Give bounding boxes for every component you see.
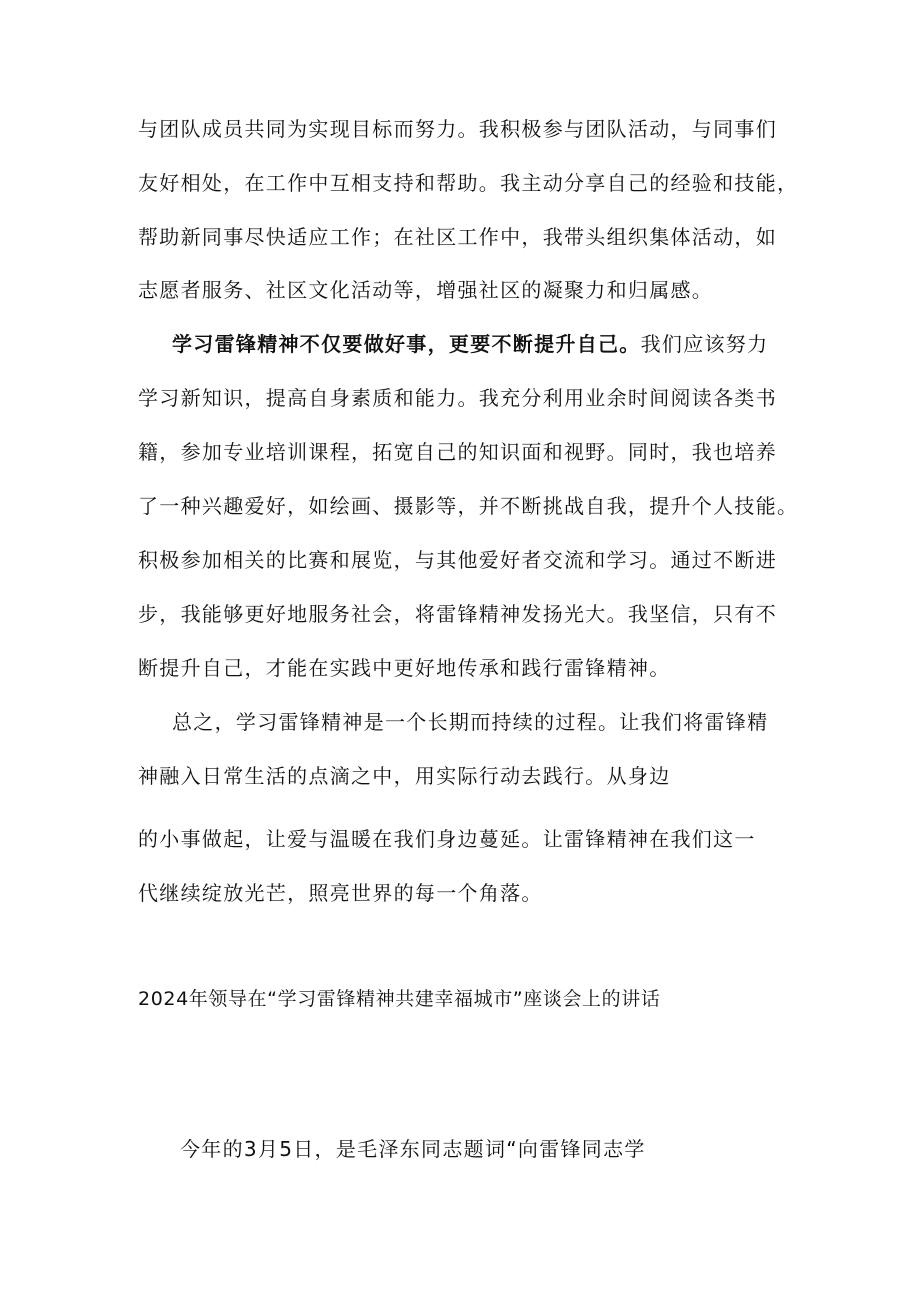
- para1-line-2: 友好相处，在工作中互相支持和帮助。我主动分享自己的经验和技能，: [138, 171, 799, 195]
- para2-line-1: [172, 330, 768, 358]
- para2-line-3: 籍，参加专业培训课程，拓宽自己的知识面和视野。同时，我也培养: [138, 440, 777, 464]
- para3-line-1: 总之，学习雷锋精神是一个长期而持续的过程。让我们将雷锋精: [172, 710, 769, 734]
- para2-line-7: 断提升自己，才能在实践中更好地传承和践行雷锋精神。: [138, 656, 671, 680]
- para1-line-4: 志愿者服务、社区文化活动等，增强社区的凝聚力和归属感。: [138, 278, 714, 302]
- speech-title: 2024年领导在“学习雷锋精神共建幸福城市”座谈会上的讲话: [138, 988, 661, 1010]
- para2-line-2: 学习新知识，提高自身素质和能力。我充分利用业余时间阅读各类书: [138, 386, 777, 410]
- para3-line-4: 代继续绽放光芒，照亮世界的每一个角落。: [138, 881, 543, 905]
- para2-line-1-rest: 我们应该努力: [640, 332, 769, 356]
- para2-line-6: 步，我能够更好地服务社会，将雷锋精神发扬光大。我坚信，只有不: [138, 602, 777, 626]
- para3-line-3: 的小事做起，让爱与温暖在我们身边蔓延。让雷锋精神在我们这一: [138, 827, 756, 851]
- para2-bold-lead: 学习雷锋精神不仅要做好事，更要不断提升自己。: [172, 332, 641, 356]
- para2-line-5: 积极参加相关的比赛和展览，与其他爱好者交流和学习。通过不断进: [138, 548, 777, 572]
- para2-line-4: 了一种兴趣爱好，如绘画、摄影等，并不断挑战自我，提升个人技能。: [138, 494, 799, 518]
- para1-line-1: 与团队成员共同为实现目标而努力。我积极参与团队活动，与同事们: [138, 117, 777, 141]
- para1-line-3: 帮助新同事尽快适应工作；在社区工作中，我带头组织集体活动，如: [138, 225, 777, 249]
- speech-first-line: 今年的3月5日，是毛泽东同志题词“向雷锋同志学: [180, 1137, 646, 1161]
- para3-line-2: 神融入日常生活的点滴之中，用实际行动去践行。从身边: [138, 764, 671, 788]
